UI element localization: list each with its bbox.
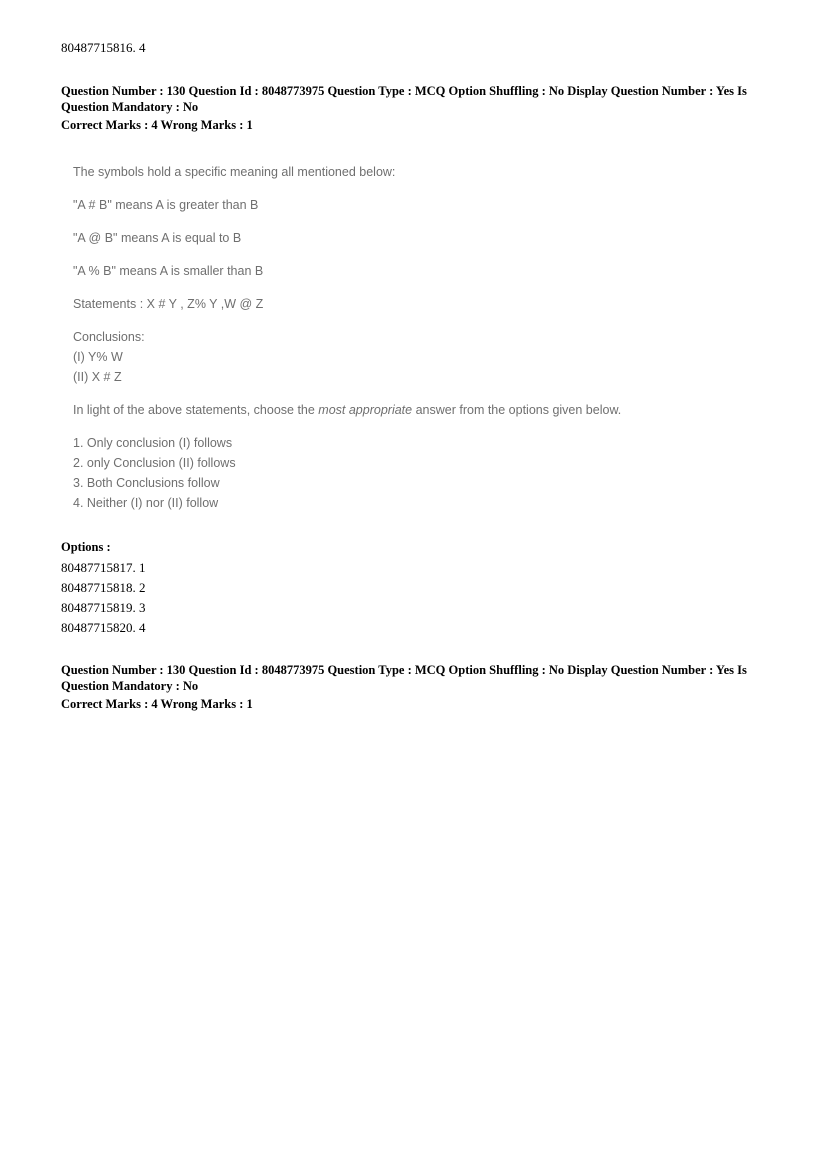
option-item: 80487715817. 1: [61, 560, 146, 575]
question-meta-line: Question Number : 130 Question Id : 8048773975 Question Type : MCQ Option Shuffling : No Display Question Number : Yes Is Question Mandatory : No: [61, 663, 747, 693]
choice-item: 1. Only conclusion (I) follows: [73, 436, 233, 450]
choice-item: 4. Neither (I) nor (II) follow: [73, 496, 219, 510]
definition-smaller: "A % B" means A is smaller than B: [73, 264, 264, 278]
question-meta-block: [61, 83, 771, 133]
question-meta-line: Question Number : 130 Question Id : 8048773975 Question Type : MCQ Option Shuffling : No Display Question Number : Yes Is Question Mandatory : No: [61, 84, 747, 114]
option-item: 80487715820. 4: [61, 620, 146, 635]
instruction-after: answer from the options given below.: [412, 403, 622, 417]
definition-greater: "A # B" means A is greater than B: [73, 198, 259, 212]
instruction-line: [73, 402, 693, 419]
definition-equal: "A @ B" means A is equal to B: [73, 231, 242, 245]
instruction-emphasis: most appropriate: [318, 403, 413, 417]
question-image: [73, 164, 693, 512]
marks-line: Correct Marks : 4 Wrong Marks : 1: [61, 697, 253, 711]
question-meta-block: [61, 662, 771, 712]
conclusion-2: (II) X # Z: [73, 370, 122, 384]
marks-line: Correct Marks : 4 Wrong Marks : 1: [61, 118, 253, 132]
question-intro: The symbols hold a specific meaning all mentioned below:: [73, 165, 396, 179]
options-label: Options :: [61, 540, 111, 554]
choice-item: 3. Both Conclusions follow: [73, 476, 220, 490]
previous-option-line: 80487715816. 4: [61, 40, 146, 55]
conclusion-1: (I) Y% W: [73, 350, 123, 364]
choice-item: 2. only Conclusion (II) follows: [73, 456, 236, 470]
instruction-before: In light of the above statements, choose the: [73, 403, 319, 417]
option-item: 80487715819. 3: [61, 600, 146, 615]
statements-line: Statements : X # Y , Z% Y ,W @ Z: [73, 297, 264, 311]
option-item: 80487715818. 2: [61, 580, 146, 595]
conclusions-label: Conclusions:: [73, 330, 145, 344]
